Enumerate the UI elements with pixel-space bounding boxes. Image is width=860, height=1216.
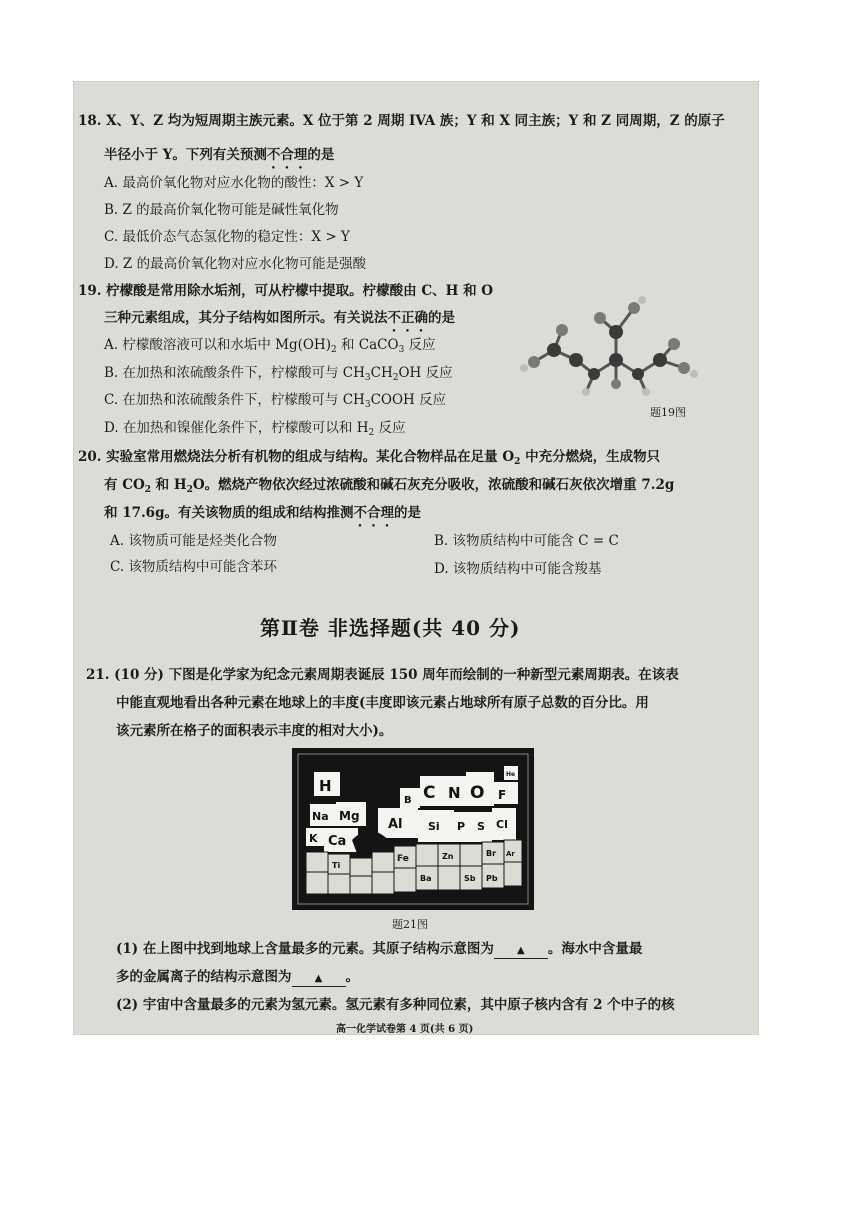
element-label-h: H bbox=[319, 777, 332, 795]
q20-option-b: B. 该物质结构中可能含 C = C bbox=[434, 533, 619, 549]
q19-stem-line1: 19. 柠檬酸是常用除水垢剂，可从柠檬中提取。柠檬酸由 C、H 和 O bbox=[78, 283, 494, 299]
element-label-sb: Sb bbox=[464, 874, 476, 883]
q21-stem-line1: 21. (10 分) 下图是化学家为纪念元素周期表诞辰 150 周年而绘制的一种新型元素周期表。在该表 bbox=[86, 667, 679, 683]
element-label-si: Si bbox=[428, 820, 440, 833]
element-label-ar: Ar bbox=[506, 850, 515, 858]
element-label-k: K bbox=[309, 832, 318, 845]
exam-page-photo bbox=[74, 82, 758, 1034]
q20-stem-line3: 和 17.6g。有关该物质的组成和结构推测不合理的是 bbox=[104, 505, 422, 521]
citric-acid-molecule-figure bbox=[514, 292, 714, 408]
q18-stem-line2: 半径小于 Y。下列有关预测不合理的是 bbox=[104, 147, 335, 163]
element-label-ba: Ba bbox=[420, 874, 432, 883]
q21-part2-line1: (2) 宇宙中含量最多的元素为氢元素。氢元素有多种同位素，其中原子核内含有 2 个中子的核 bbox=[116, 997, 675, 1013]
element-label-cl: Cl bbox=[496, 818, 508, 831]
section-2-heading: 第Ⅱ卷 非选择题(共 40 分) bbox=[260, 616, 521, 640]
exam-page bbox=[74, 82, 758, 1034]
element-label-p: P bbox=[457, 820, 466, 833]
q20-stem-line1: 20. 实验室常用燃烧法分析有机物的组成与结构。某化合物样品在足量 $O_2$ 中充分燃烧，生成物只 bbox=[78, 449, 661, 467]
element-label-n: N bbox=[448, 784, 461, 802]
q18-option-d: D. Z 的最高价氧化物对应水化物可能是强酸 bbox=[104, 256, 367, 272]
element-label-mg: Mg bbox=[339, 809, 360, 823]
q21-part1-line1: (1) 在上图中找到地球上含量最多的元素。其原子结构示意图为 ▲ 。海水中含量最 bbox=[116, 941, 643, 957]
element-label-f: F bbox=[498, 788, 507, 802]
element-label-c: C bbox=[423, 783, 436, 803]
q18-stem-line1: 18. X、Y、Z 均为短周期主族元素。X 位于第 2 周期 IVA 族；Y 和 X 同主族；Y 和 Z 同周期，Z 的原子 bbox=[78, 113, 725, 129]
q19-option-b: B. 在加热和浓硫酸条件下，柠檬酸可与 $CH_3CH_2OH$ 反应 bbox=[104, 365, 453, 383]
element-label-al: Al bbox=[388, 817, 403, 832]
element-label-he: He bbox=[506, 771, 516, 778]
q20-stem-line2: 有 $CO_2$ 和 $H_2O$。燃烧产物依次经过浓硫酸和碱石灰充分吸收，浓硫酸和碱石灰依次增重 7.2g bbox=[104, 477, 675, 495]
element-label-na: Na bbox=[312, 810, 329, 823]
q21-figure-caption: 题21图 bbox=[392, 918, 428, 931]
element-label-b: B bbox=[404, 795, 412, 806]
q18-option-c: C. 最低价态气态氢化物的稳定性：X > Y bbox=[104, 229, 350, 245]
page-footer: 高一化学试卷第 4 页(共 6 页) bbox=[336, 1024, 474, 1034]
element-label-zn: Zn bbox=[442, 852, 454, 861]
q19-option-c: C. 在加热和浓硫酸条件下，柠檬酸可与 $CH_3COOH$ 反应 bbox=[104, 392, 447, 410]
abundance-periodic-table-figure bbox=[292, 748, 534, 910]
element-label-fe: Fe bbox=[397, 854, 409, 864]
q21-part1-line2: 多的金属离子的结构示意图为 ▲ 。 bbox=[116, 969, 359, 985]
element-label-br: Br bbox=[486, 849, 497, 858]
q20-option-a: A. 该物质可能是烃类化合物 bbox=[110, 533, 277, 549]
answer-blank-1[interactable]: ▲ bbox=[494, 944, 548, 959]
element-label-pb: Pb bbox=[486, 874, 498, 883]
element-label-o: O bbox=[470, 783, 485, 803]
element-label-s: S bbox=[477, 820, 485, 833]
q21-stem-line2: 中能直观地看出各种元素在地球上的丰度(丰度即该元素占地球所有原子总数的百分比。用 bbox=[116, 695, 649, 711]
q20-option-d: D. 该物质结构中可能含羧基 bbox=[434, 561, 602, 577]
q19-option-a: A. 柠檬酸溶液可以和水垢中 $Mg(OH)_2$ 和 CaCO$_3$ 反应 bbox=[104, 337, 436, 355]
q18-option-b: B. Z 的最高价氧化物可能是碱性氧化物 bbox=[104, 202, 339, 218]
element-label-ca: Ca bbox=[328, 834, 347, 849]
q21-stem-line3: 该元素所在格子的面积表示丰度的相对大小)。 bbox=[116, 723, 393, 739]
q19-figure-caption: 题19图 bbox=[650, 406, 686, 419]
q20-option-c: C. 该物质结构中可能含苯环 bbox=[110, 559, 277, 575]
element-label-ti: Ti bbox=[332, 861, 341, 870]
q19-stem-line2: 三种元素组成，其分子结构如图所示。有关说法不正确的是 bbox=[104, 310, 455, 326]
abundance-table-drawing bbox=[292, 748, 534, 910]
answer-blank-2[interactable]: ▲ bbox=[292, 972, 346, 987]
q18-option-a: A. 最高价氧化物对应水化物的酸性：X > Y bbox=[104, 175, 364, 191]
q19-option-d: D. 在加热和镍催化条件下，柠檬酸可以和 $H_2$ 反应 bbox=[104, 420, 406, 438]
